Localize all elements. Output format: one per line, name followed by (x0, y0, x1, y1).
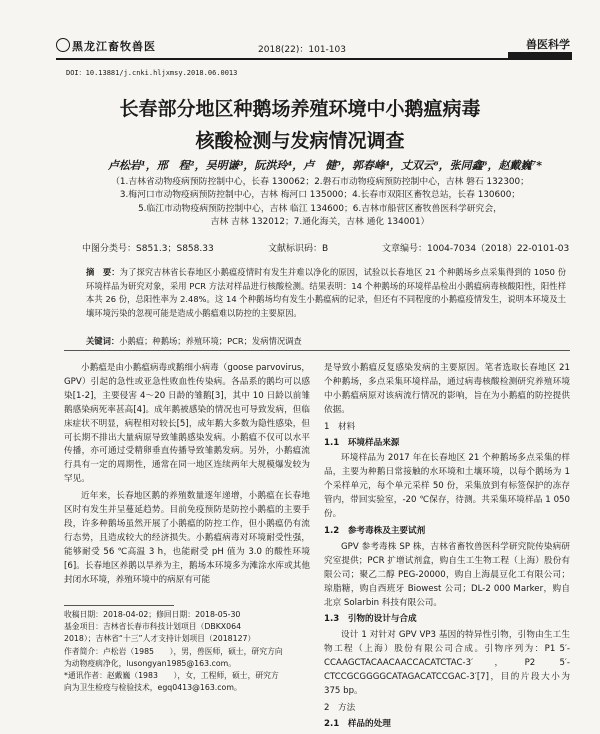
body-paragraph: 设计 1 对针对 GPV VP3 基因的特异性引物，引物由生工生物工程（上海）股份有限公司合成。引物序列为：P1 5′-CCAAGCTACAACAACCACATCTAC-3′，P2 5′-CTCCGCGGGGCATAGACATCCGAC-3′[7]，目的片段大小为 375 bp。 (324, 630, 570, 696)
author-list: 卢松岩¹，邢 程²，吴明谦³，阮洪玲⁴，卢 健⁵，郭春峰⁴，丈双云⁶，张同鑫⁶，赵戴巍⁷* (107, 159, 543, 172)
body-paragraph: 小鹅瘟是由小鹅瘟病毒或鹅细小病毒（goose parvovirus，GPV）引起的急性或亚急性败血性传染病。各品系的鹅均可以感染[1-2]，主要侵害 4～20 日龄的雏鹅[3]，其中 10 日龄以前雏鹅感染病死率甚高[4]。成年鹅被感染的情况也可导致发病，但临床症状不明显，病程相对较长[5]，成年鹅大多数为隐性感染，但可长期不排出大量病原导致雏鹅感染发病。小鹅瘟不仅可以水平传播，亦可通过受精卵垂直传播导致雏鹅发病。另外，小鹅瘟流行具有一定的周期性，通常在同一地区连续两年大规模爆发较为罕见。 (64, 363, 310, 485)
footnote-line: 作者简介：卢松岩（1985 ），男，兽医师，硕士，研究方向 (64, 646, 283, 656)
body-paragraph: 近年来，长春地区鹅的养殖数量逐年递增，小鹅瘟在长春地区时有发生并呈蔓延趋势。目前免疫预防是防控小鹅瘟的主要手段，许多种鹅场虽然开展了小鹅瘟的防控工作，但小鹅瘟仍有流行态势，且造成较大的经济损失。小鹅瘟病毒对环境耐受性强，能够耐受 56 ℃高温 3 h，也能耐受 pH 值为 3.0 的酸性环境[6]。长春地区养鹅以旱养为主，鹅场本环境多为滩涂水库或其他封闭水环境，养殖环境中的病原有可能 (64, 491, 310, 585)
footnote-line: 向为卫生检疫与检验技术，egq0413@163.com。 (64, 683, 242, 693)
body-paragraph: GPV 参考毒株 SP 株，吉林省畜牧兽医科学研究院传染病研究室提供；PCR 扩增试剂盒，购自生工生物工程（上海）股份有限公司；聚乙二醇 PEG-20000，购自上海晨豆化工有限公司；琼脂糖，购自西班牙 Biowest 公司；DL-2 000 Marker，购自北京 Solarbin 科技有限公司。 (324, 541, 570, 608)
abstract-divider (64, 350, 570, 351)
header-rule (56, 58, 572, 60)
section-tag: 兽医科学 (526, 38, 570, 51)
article-number: 文章编号：1004-7034（2018）22-0101-03 (382, 244, 570, 254)
journal-emblem-icon (56, 38, 70, 52)
affiliation-line: 3.梅河口市动物疫病预防控制中心，吉林 梅河口 135000；4.长春市双阳区畜牧总站，长春 130600； (119, 190, 521, 201)
footnotes (64, 609, 310, 694)
subsection-heading: 1.2 参考毒株及主要试剂 (324, 525, 426, 536)
paper-title-line-1: 长春部分地区种鹅场养殖环境中小鹅瘟病毒 (119, 98, 481, 120)
keywords-text: 小鹅瘟；种鹅场；养殖环境；PCR；发病情况调查 (119, 336, 302, 346)
keywords-label: 关键词： (86, 336, 120, 346)
footnote-line: 收稿日期：2018-04-02；修回日期：2018-05-30 (64, 610, 241, 619)
keywords (86, 335, 566, 347)
body-paragraph: 是导致小鹅瘟反复感染发病的主要原因。笔者选取长春地区 21 个种鹅场，多点采集环境样品，通过病毒核酸检测研究养殖环境中小鹅瘟病原对该病流行情况的影响，旨在为小鹅瘟的防控提供依据。 (324, 363, 570, 415)
journal-issue-info: 2018(22)：101-103 (258, 45, 346, 55)
body-paragraph: 环境样品为 2017 年在长春地区 21 个种鹅场多点采集的样品，主要为种鹅日常接触的水环境和土壤环境，以每个鹅场为 1 个采样单元，每个单元采样 50 份，采集放到有标签保护的冻存管内，带回实验室，-20 ℃保存，待测。共采集环境样品 1 050 份。 (324, 453, 570, 520)
abstract-text: 为了探究吉林省长春地区小鹅瘟疫情时有发生并难以净化的原因，试验以长春地区 21 个种鹅场乡点采集得到的 1050 份环境样品为研究对象，采用 PCR 方法对样品进行核酸检测。结果表明：14 个种鹅场的环境样品检出小鹅瘟病毒核酸阳性，阳性样本共 26 份，总阳性率为 2.48%。这 14 个种鹅场均有发生小鹅瘟病的记录，但还有不同程度的小鹅瘟疫情发生，说明本环境及土壤环境污染的忽视可能是造成小鹅瘟难以防控的主要原因。 (86, 267, 566, 318)
subsection-heading: 1.1 环境样品来源 (324, 437, 400, 448)
document-code: 文献标识码：B (268, 244, 329, 254)
affiliation-line: 吉林 吉林 132012；7.通化海关，吉林 通化 134001） (210, 217, 430, 228)
paper-title-line-2: 核酸检测与发病情况调查 (195, 130, 405, 152)
footnote-line: *通讯作者：赵戴巍（1983 ），女，工程师，硕士，研究方 (64, 671, 279, 681)
section-heading: 1 材料 (324, 421, 356, 432)
footnote-line: 2018）；吉林省“十三”人才支持计划项目（2018127） (64, 634, 256, 644)
abstract (86, 266, 566, 320)
clc-number: 中图分类号：S851.3；S858.33 (82, 244, 214, 254)
section-heading: 2 方法 (324, 702, 356, 713)
affiliation-line: （1.吉林省动物疫病预防控制中心，长春 130062；2.磐石市动物疫病预防控制中心，吉林 磐石 132300； (111, 177, 529, 187)
footnote-line: 为动物疫病净化，lusongyan1985@163.com。 (64, 658, 236, 668)
subsection-heading: 2.1 样品的处理 (324, 718, 391, 729)
footnote-rule (64, 605, 174, 606)
journal-logo-text: 黑龙江畜牧兽医 (72, 40, 156, 53)
right-column (324, 362, 570, 734)
subsection-heading: 1.3 引物的设计与合成 (324, 614, 417, 625)
left-column (64, 362, 310, 591)
affiliation-line: 5.临江市动物疫病预防控制中心，吉林 临江 134600；6.吉林市船营区畜牧兽医科学研究会， (138, 203, 502, 214)
affiliations (66, 176, 574, 230)
footnote-line: 基金项目：吉林省长春市科技计划项目（DBKX064 (64, 622, 242, 632)
abstract-label: 摘 要： (86, 267, 120, 277)
doi: DOI：10.13881/j.cnki.hljxmsy.2018.06.0013 (66, 69, 238, 77)
journal-logo (56, 38, 156, 54)
